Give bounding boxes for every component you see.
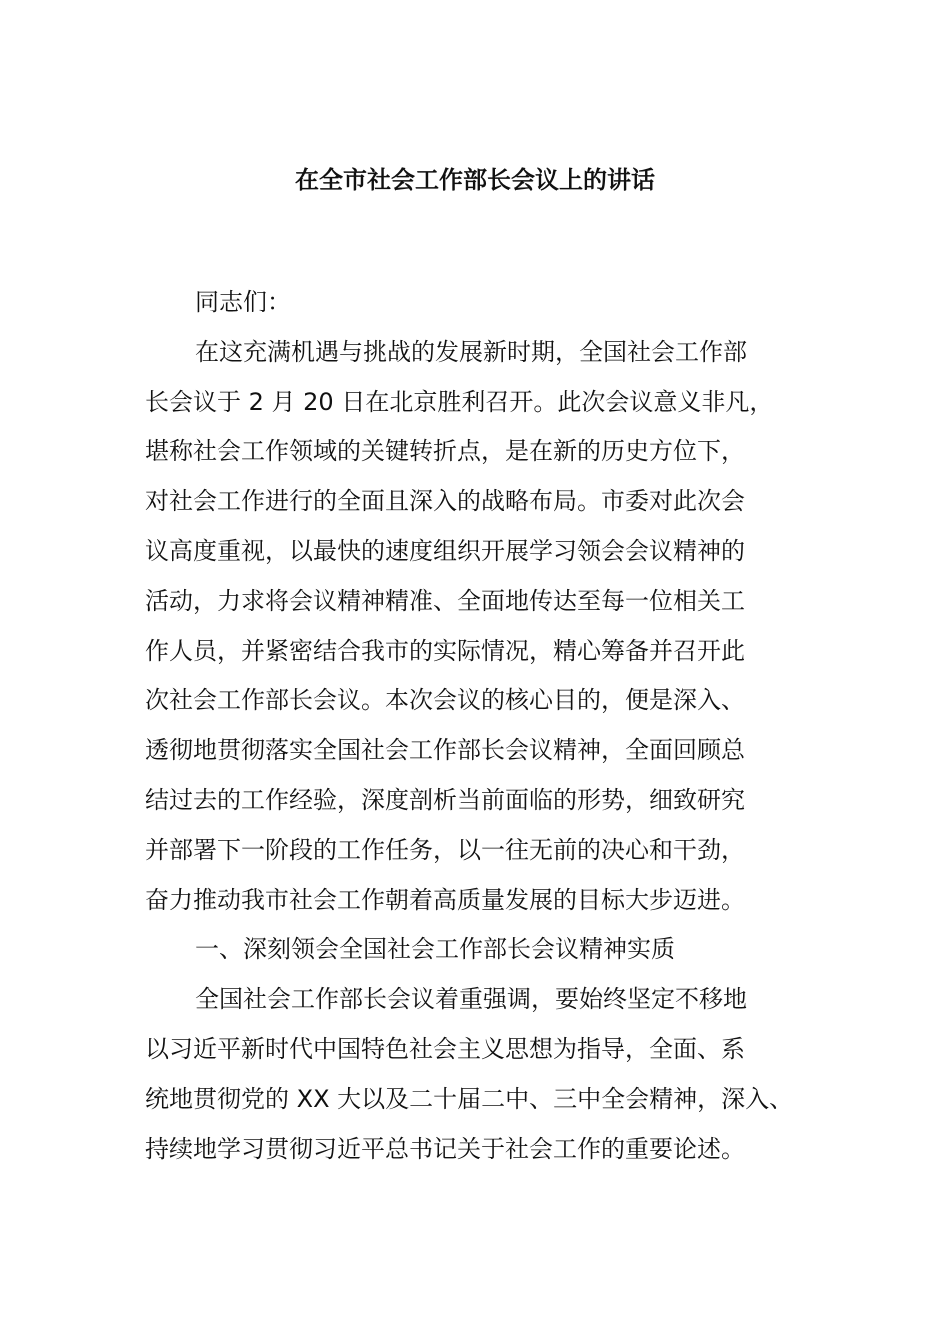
paragraph-1-line-8: 次社会工作部长会议。本次会议的核心目的，便是深入、 — [145, 686, 745, 715]
paragraph-2-line-1: 全国社会工作部长会议着重强调，要始终坚定不移地 — [195, 985, 747, 1014]
paragraph-1-line-10: 结过去的工作经验，深度剖析当前面临的形势，细致研究 — [145, 785, 745, 814]
paragraph-2-line-2: 以习近平新时代中国特色社会主义思想为指导，全面、系 — [145, 1034, 745, 1063]
paragraph-1-line-2: 长会议于 2 月 20 日在北京胜利召开。此次会议意义非凡， — [145, 387, 774, 416]
document-body — [145, 282, 825, 1178]
paragraph-1-line-5: 议高度重视，以最快的速度组织开展学习领会会议精神的 — [145, 536, 745, 565]
paragraph-1-line-12: 奋力推动我市社会工作朝着高质量发展的目标大步迈进。 — [145, 885, 745, 914]
paragraph-1-line-1: 在这充满机遇与挑战的发展新时期，全国社会工作部 — [195, 337, 747, 366]
paragraph-1-line-7: 作人员，并紧密结合我市的实际情况，精心筹备并召开此 — [145, 636, 745, 665]
paragraph-1-line-4: 对社会工作进行的全面且深入的战略布局。市委对此次会 — [145, 487, 745, 516]
paragraph-1-line-9: 透彻地贯彻落实全国社会工作部长会议精神，全面回顾总 — [145, 736, 745, 765]
paragraph-1-line-6: 活动，力求将会议精神精准、全面地传达至每一位相关工 — [145, 586, 745, 615]
paragraph-1-line-11: 并部署下一阶段的工作任务，以一往无前的决心和干劲， — [145, 835, 745, 864]
page-title: 在全市社会工作部长会议上的讲话 — [295, 166, 655, 194]
paragraph-1-line-3: 堪称社会工作领域的关键转折点，是在新的历史方位下， — [145, 437, 745, 466]
salutation-line: 同志们： — [195, 288, 291, 316]
section-heading-1: 一、深刻领会全国社会工作部长会议精神实质 — [195, 935, 675, 964]
paragraph-2-line-3: 统地贯彻党的 XX 大以及二十届二中、三中全会精神，深入、 — [145, 1084, 794, 1113]
paragraph-2-line-4: 持续地学习贯彻习近平总书记关于社会工作的重要论述。 — [145, 1134, 745, 1163]
